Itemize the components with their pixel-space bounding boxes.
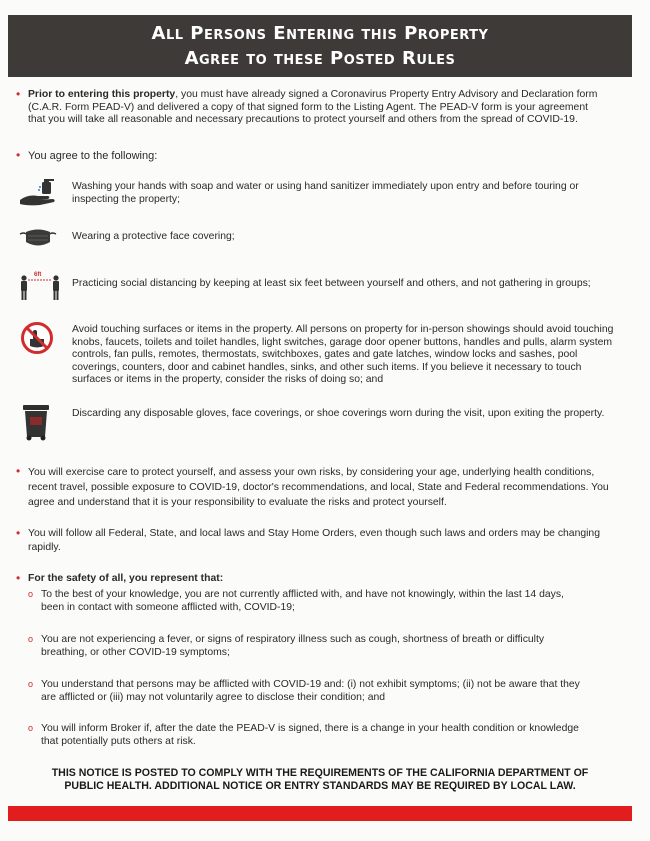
bullet-dot-icon: • — [16, 148, 21, 162]
bottom-red-bar — [8, 806, 632, 821]
trash-bin-icon — [22, 403, 50, 441]
legal-notice — [20, 767, 620, 792]
title-line-2: Agree to these Posted Rules — [184, 48, 456, 69]
social-distancing-icon — [18, 270, 62, 302]
represent-bullet — [16, 573, 606, 586]
representation-text: You are not experiencing a fever, or signs of respiratory illness such as cough, shortness of breath or difficulty breathing, or other COVID-19 symptoms; — [41, 634, 545, 659]
notice-line-2: PUBLIC HEALTH. ADDITIONAL NOTICE OR ENTRY STANDARDS MAY BE REQUIRED BY LOCAL LAW. — [64, 779, 576, 792]
circle-bullet-icon: o — [28, 723, 34, 733]
rule-5-text: Discarding any disposable gloves, face coverings, or shoe coverings worn during the visit, upon exiting the property. — [72, 408, 605, 419]
face-mask-icon — [18, 226, 58, 250]
care-paragraph: You will exercise care to protect yourself, and assess your own risks, by considering your age, underlying health conditions, recent travel, possible exposure to COVID-19, doctor's recommendations, and local, State and Federal recommendations. You agree and understand that it is your responsibility to evaluate the risks and protect yourself. — [28, 467, 609, 508]
bullet-dot-icon: • — [16, 87, 21, 101]
representation-item — [28, 633, 588, 659]
rule-4-text: Avoid touching surfaces or items in the property. All persons on property for in-person showings should avoid touching knobs, faucets, toilets and toilet handles, light switches, garage door opener buttons, handles and pulls, alarm system controls, fan pulls, remotes, thermostats, switchboxes, gates and gate latches, window locks and sashes, pool coverings, counters, door and cabinet handles, sinks, and other such items. If you believe it necessary to touch surfaces or items in the property, consider the risks of doing so; and — [72, 324, 614, 385]
agree-bullet — [16, 150, 606, 163]
bullet-dot-icon: • — [16, 464, 21, 478]
representation-text: You understand that persons may be afflicted with COVID-19 and: (i) not exhibit symptoms; (ii) not be aware that they are afflicted or (iii) may not voluntarily agree to disclose their condition; and — [41, 679, 580, 704]
laws-paragraph: You will follow all Federal, State, and local laws and Stay Home Orders, even though such laws and orders may be changing rapidly. — [28, 528, 600, 553]
representation-text: To the best of your knowledge, you are not currently afflicted with, and have not knowingly, within the last 14 days, been in contact with someone afflicted with, COVID-19; — [41, 589, 564, 614]
care-bullet — [16, 465, 616, 510]
circle-bullet-icon: o — [28, 634, 34, 644]
representation-text: You will inform Broker if, after the date the PEAD-V is signed, there is a change in your health condition or knowledge that potentially puts others at risk. — [41, 723, 579, 748]
intro-text: , you must have already signed a Coronavirus Property Entry Advisory and Declaration form (C.A.R. Form PEAD-V) and delivered a copy of that signed form to the Listing Agent. The PEAD-V form is your agreement that you will take all reasonable and necessary precautions to protect yourself and others from the spread of COVID-19. — [28, 89, 598, 125]
rule-1-text: Washing your hands with soap and water or using hand sanitizer immediately upon entry and before touring or inspecting the property; — [72, 181, 579, 205]
circle-bullet-icon: o — [28, 589, 34, 599]
bullet-dot-icon: • — [16, 526, 21, 540]
intro-bold-lead: Prior to entering this property — [28, 89, 176, 100]
six-ft-label: 6ft — [34, 272, 42, 278]
representation-item — [28, 722, 588, 748]
represent-lead: For the safety of all, you represent that: — [28, 573, 224, 584]
hand-sanitizer-icon — [18, 178, 62, 208]
rule-3-text: Practicing social distancing by keeping at least six feet between yourself and others, and not gathering in groups; — [72, 278, 591, 289]
title-line-1: All Persons Entering this Property — [151, 23, 489, 44]
circle-bullet-icon: o — [28, 679, 34, 689]
rule-2-text: Wearing a protective face covering; — [72, 231, 235, 242]
no-touch-icon — [20, 321, 54, 355]
notice-line-1: THIS NOTICE IS POSTED TO COMPLY WITH THE REQUIREMENTS OF THE CALIFORNIA DEPARTMENT OF — [51, 767, 589, 779]
agree-lead: You agree to the following: — [28, 150, 158, 162]
title-banner — [8, 15, 632, 77]
intro-bullet — [16, 89, 606, 127]
representation-item — [28, 588, 588, 614]
representation-item — [28, 678, 588, 704]
bullet-dot-icon: • — [16, 571, 21, 585]
laws-bullet — [16, 527, 606, 555]
